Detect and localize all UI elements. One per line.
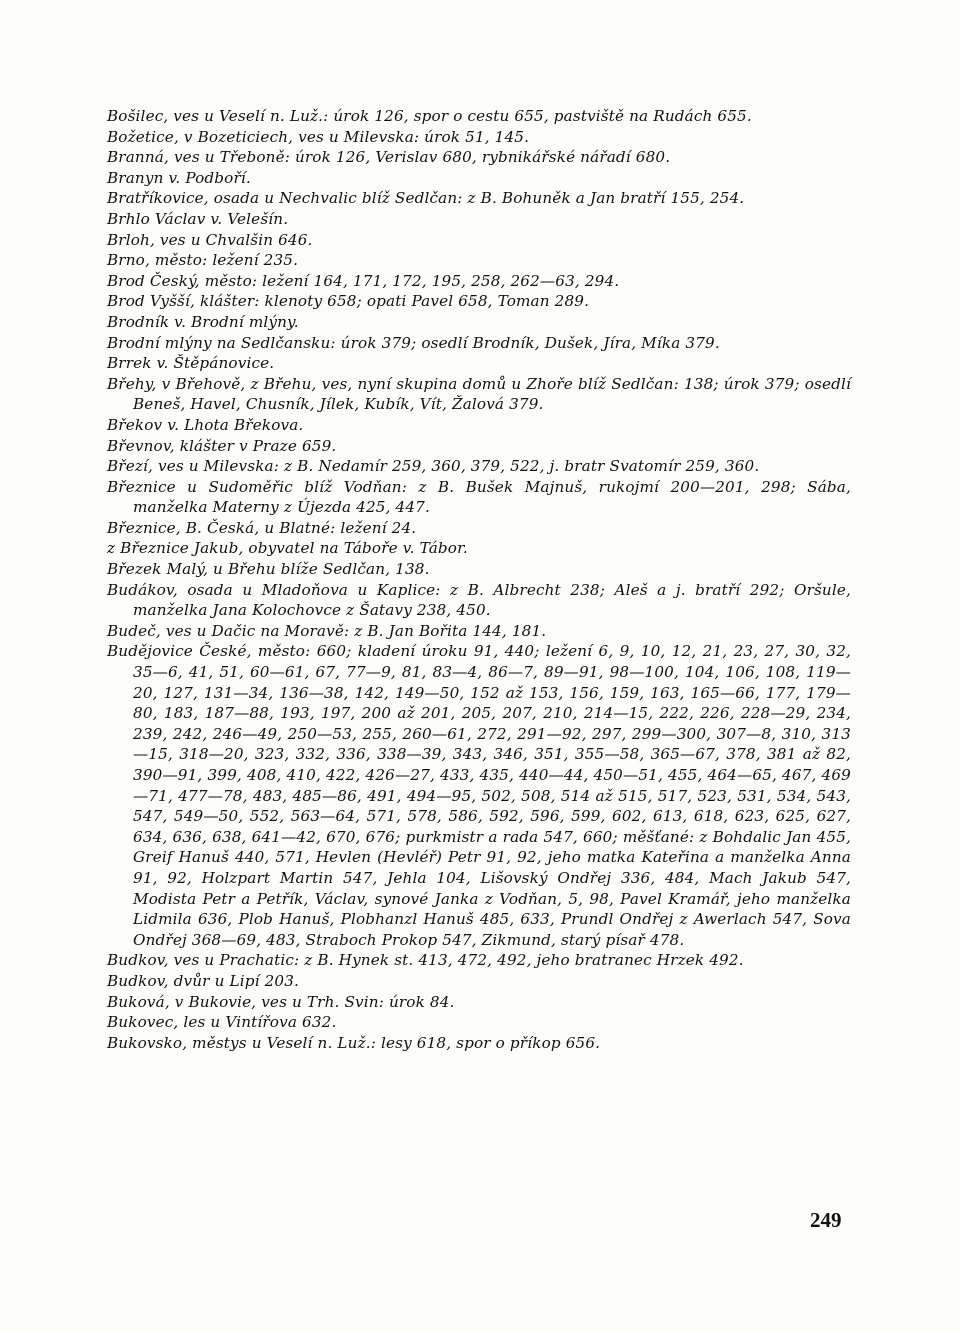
index-entry-budkov-ves: Budkov, ves u Prachatic: z B. Hynek st. 413, 472, 492, jeho bratranec Hrzek 492. xyxy=(107,951,744,970)
index-entry-brezi: Březí, ves u Milevska: z B. Nedamír 259, 360, 379, 522, j. bratr Svatomír 259, 360. xyxy=(107,457,760,476)
index-entry-brno: Brno, město: ležení 235. xyxy=(107,251,299,270)
index-entry-brezek-maly: Březek Malý, u Břehu blíže Sedlčan, 138. xyxy=(107,560,430,579)
index-entry-breznice-ceska: Březnice, B. Česká, u Blatné: ležení 24. xyxy=(107,518,417,537)
index-entry-bratrikovice: Bratříkovice, osada u Nechvalic blíž Sedlčan: z B. Bohuněk a Jan bratří 155, 254. xyxy=(107,189,745,208)
index-entry-brhlo: Brhlo Václav v. Velešín. xyxy=(107,209,289,228)
index-entry-budec: Budeč, ves u Dačic na Moravě: z B. Jan Bořita 144, 181. xyxy=(107,621,547,640)
index-entry-brodnik: Brodník v. Brodní mlýny. xyxy=(107,312,299,331)
index-entry-z-breznice-jakub: z Březnice Jakub, obyvatel na Táboře v. Tábor. xyxy=(107,539,468,558)
index-entry-budkov-dvur: Budkov, dvůr u Lipí 203. xyxy=(107,971,299,990)
index-entry-bukova: Buková, v Bukovie, ves u Trh. Svin: úrok 84. xyxy=(107,992,455,1011)
index-column xyxy=(107,106,851,1053)
index-entry-brevnov: Břevnov, klášter v Praze 659. xyxy=(107,436,337,455)
index-entry-bukovsko: Bukovsko, městys u Veselí n. Luž.: lesy 618, spor o příkop 656. xyxy=(107,1033,601,1052)
index-entry-budakov: Budákov, osada u Mladoňova u Kaplice: z B. Albrecht 238; Aleš a j. bratří 292; Oršule, manželka Jana Kolochovce z Šatavy 238, 450. xyxy=(107,580,851,620)
index-entry-bosilec: Bošilec, ves u Veselí n. Luž.: úrok 126, spor o cestu 655, pastviště na Rudách 655. xyxy=(107,107,752,125)
index-entry-brekov: Břekov v. Lhota Břekova. xyxy=(107,415,304,434)
page-number: 249 xyxy=(810,1208,842,1232)
index-entry-brod-vyssi: Brod Vyšší, klášter: klenoty 658; opati Pavel 658, Toman 289. xyxy=(107,292,590,311)
index-entry-brrek: Brrek v. Štěpánovice. xyxy=(107,354,275,373)
index-entry-brehy: Břehy, v Břehově, z Břehu, ves, nyní skupina domů u Zhoře blíž Sedlčan: 138; úrok 379; osedlí Beneš, Havel, Chusník, Jílek, Kubík, Vít, Žalová 379. xyxy=(107,374,851,414)
index-entry-brod-cesky: Brod Český, město: ležení 164, 171, 172, 195, 258, 262—63, 294. xyxy=(107,271,620,290)
index-entry-branna: Branná, ves u Třeboně: úrok 126, Verislav 680, rybnikářské nářadí 680. xyxy=(107,148,671,167)
index-entry-bukovec: Bukovec, les u Vintířova 632. xyxy=(107,1013,337,1032)
index-entry-breznice-sudomerice: Březnice u Sudoměřic blíž Vodňan: z B. Bušek Majnuš, rukojmí 200—201, 298; Sába, manželka Materny z Újezda 425, 447. xyxy=(107,477,851,517)
index-entry-budejovice: Budějovice České, město: 660; kladení úroku 91, 440; ležení 6, 9, 10, 12, 21, 23, 27, 30, 32, 35—6, 41, 51, 60—61, 67, 77—9, 81, 83—4, 86—7, 89—91, 98—100, 104, 106, 108, 119—20, 127, 131—34, 136—38, 142, 149—50, 152 až 153, 156, 159, 163, 165—66, 177, 179—80, 183, 187—88, 193, 197, 200 až 201, 205, 207, 210, 214—15, 222, 226, 228—29, 234, 239, 242, 246—49, 250—53, 255, 260—61, 272, 291—92, 297, 299—300, 307—8, 310, 313—15, 318—20, 323, 332, 336, 338—39, 343, 346, 351, 355—58, 365—67, 378, 381 až 82, 390—91, 399, 408, 410, 422, 426—27, 433, 435, 440—44, 450—51, 455, 464—65, 467, 469—71, 477—78, 483, 485—86, 491, 494—95, 502, 508, 514 až 515, 517, 523, 531, 534, 543, 547, 549—50, 552, 563—64, 571, 578, 586, 592, 596, 599, 602, 613, 618, 623, 625, 627, 634, 636, 638, 641—42, 670, 676; purkmistr a rada 547, 660; měšťané: z Bohdalic Jan 455, Greif Hanuš 440, 571, Hevlen (Hevléř) Petr 91, 92, jeho matka Kateřina a manželka Anna 91, 92, Holzpart Martin 547, Jehla 104, Lišovský Ondřej 336, 484, Mach Jakub 547, Modista Petr a Petřík, Václav, synové Janka z Vodňan, 5, 98, Pavel Kramář, jeho manželka Lidmila 636, Plob Hanuš, Plobhanzl Hanuš 485, 633, Prundl Ondřej z Awerlach 547, Sova Ondřej 368—69, 483, Straboch Prokop 547, Zikmund, starý písař 478. xyxy=(107,642,851,949)
index-entry-brloh: Brloh, ves u Chvalšin 646. xyxy=(107,230,313,249)
index-entry-brodni-mlyny: Brodní mlýny na Sedlčansku: úrok 379; osedlí Brodník, Dušek, Jíra, Míka 379. xyxy=(107,333,720,352)
index-entry-bozetice: Božetice, v Bozeticiech, ves u Milevska: úrok 51, 145. xyxy=(107,127,530,146)
index-entry-branyn: Branyn v. Podboří. xyxy=(107,168,251,187)
